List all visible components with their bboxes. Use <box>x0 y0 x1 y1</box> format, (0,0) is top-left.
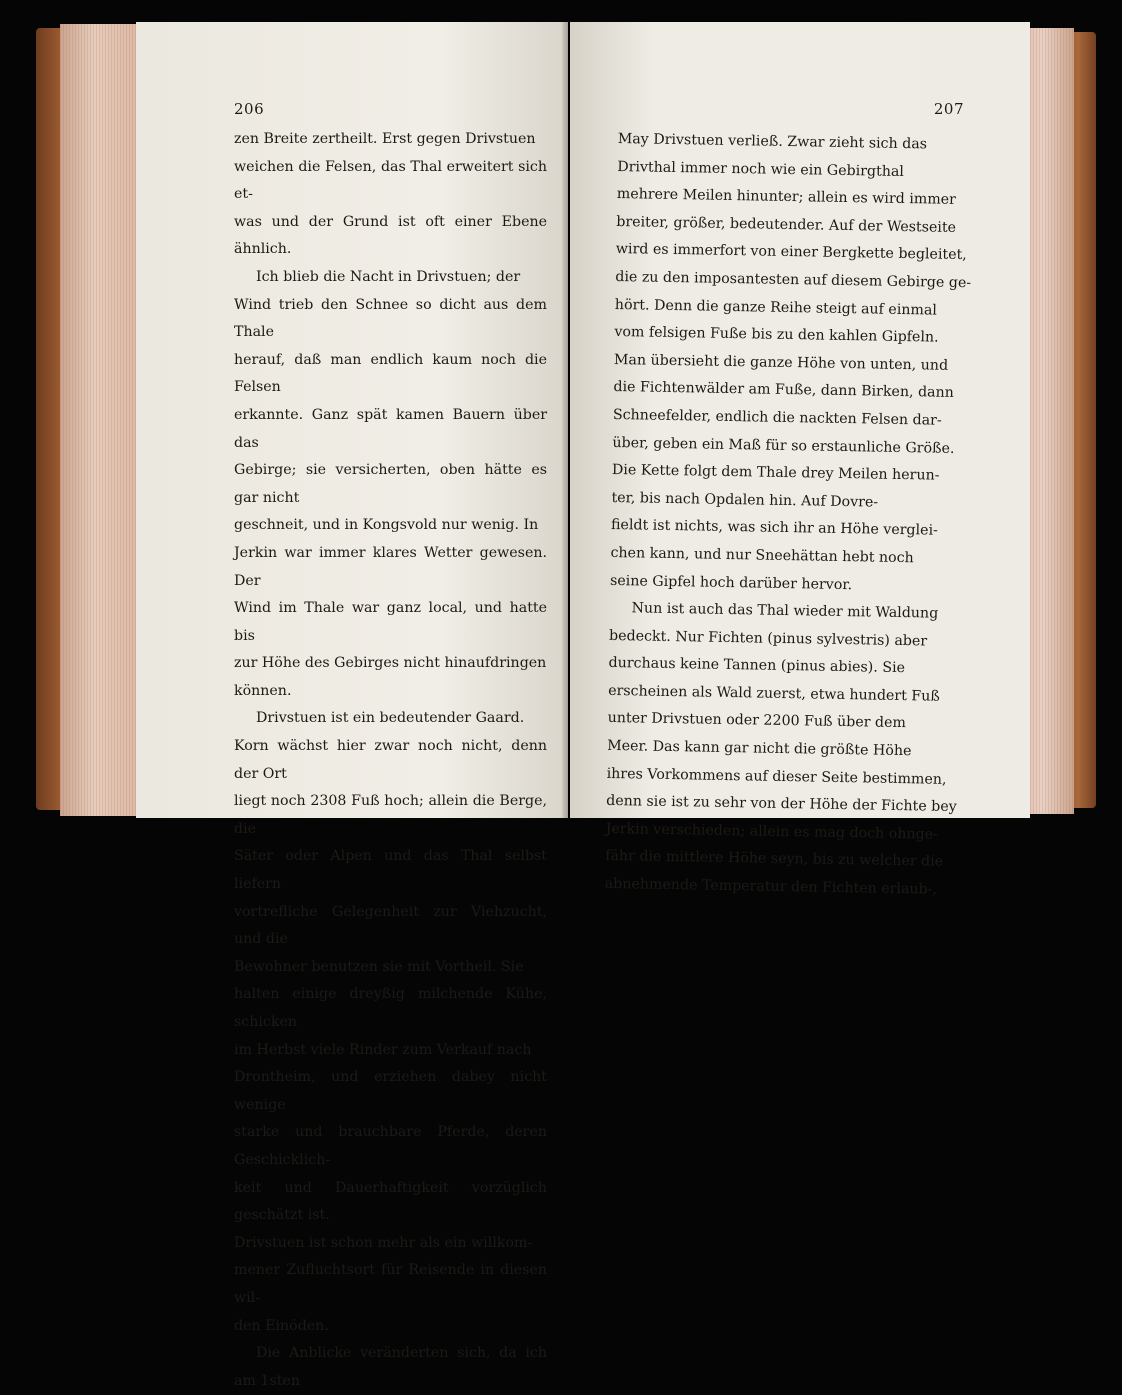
text-line: abnehmende Temperatur den Fichten erlaub-, <box>604 875 938 898</box>
page-text <box>234 126 547 1395</box>
text-line: chen kann, und nur Sneehättan hebt noch <box>610 544 914 567</box>
text-line: Nun ist auch das Thal wieder mit Waldung <box>631 600 939 622</box>
text-line: seine Gipfel hoch darüber hervor. <box>609 572 853 593</box>
page-edges-left <box>60 24 144 816</box>
text-line: Gebirge; sie versicherten, oben hätte es gar nicht <box>234 462 547 506</box>
text-line: Wind im Thale war ganz local, und hatte bis <box>234 600 547 644</box>
text-line: über, geben ein Maß für so erstaunliche Größe. <box>612 434 955 457</box>
text-line: Ich blieb die Nacht in Drivstuen; der <box>256 268 521 285</box>
page-text <box>605 126 975 905</box>
text-line: wird es immerfort von einer Bergkette begleitet, <box>615 241 967 264</box>
text-line: mehrere Meilen hinunter; allein es wird immer <box>616 186 957 209</box>
text-line: durchaus keine Tannen (pinus abies). Sie <box>608 655 906 677</box>
text-line: Jerkin verschieden; allein es mag doch ohnge- <box>605 820 938 843</box>
text-line: mener Zufluchtsort für Reisende in diesen wil- <box>234 1262 547 1306</box>
text-line: ihres Vorkommens auf dieser Seite bestimmen, <box>606 765 947 788</box>
text-line: vortrefliche Gelegenheit zur Viehzucht, und die <box>234 903 547 948</box>
open-book <box>36 22 1096 1389</box>
text-line: keit und Dauerhaftigkeit vorzüglich geschätzt ist. <box>234 1179 547 1224</box>
text-line: Drivstuen ist ein bedeutender Gaard. <box>256 710 525 727</box>
text-line: im Herbst viele Rinder zum Verkauf nach <box>234 1041 532 1058</box>
text-line: fähr die mittlere Höhe seyn, bis zu welcher die <box>605 848 944 871</box>
right-page <box>570 22 1030 898</box>
text-line: was und der Grund ist oft einer Ebene ähnlich. <box>234 213 547 258</box>
text-line: hört. Denn die ganze Reihe steigt auf einmal <box>614 296 938 319</box>
text-line: vom felsigen Fuße bis zu den kahlen Gipfeln. <box>614 324 939 346</box>
text-line: Bewohner benutzen sie mit Vortheil. Sie <box>234 958 524 975</box>
text-line: zen Breite zertheilt. Erst gegen Drivstuen <box>234 131 536 147</box>
page-number: 207 <box>933 100 964 118</box>
text-line: Schneefelder, endlich die nackten Felsen dar- <box>612 406 942 429</box>
text-line: ter, bis nach Opdalen hin. Auf Dovre- <box>611 489 879 511</box>
page-number: 206 <box>234 100 265 118</box>
text-line: geschneit, und in Kongsvold nur wenig. In <box>234 517 539 534</box>
text-line: Drivthal immer noch wie ein Gebirgthal <box>617 158 905 180</box>
text-line: Korn wächst hier zwar noch nicht, denn der Ort <box>234 738 547 782</box>
text-line: die Fichtenwälder am Fuße, dann Birken, dann <box>613 379 954 402</box>
text-line: Jerkin war immer klares Wetter gewesen. Der <box>234 544 547 589</box>
text-line: Man übersieht die ganze Höhe von unten, und <box>613 351 949 374</box>
text-line: Meer. Das kann gar nicht die größte Höhe <box>607 737 912 760</box>
left-page <box>136 22 568 1389</box>
text-line: May Drivstuen verließ. Zwar zieht sich das <box>617 130 928 153</box>
text-line: Drontheim, und erziehen dabey nicht wenige <box>234 1069 547 1113</box>
text-line: Wind trieb den Schnee so dicht aus dem Thale <box>234 296 547 341</box>
text-line: Die Kette folgt dem Thale drey Meilen herun- <box>611 462 940 484</box>
text-line: denn sie ist zu sehr von der Höhe der Fichte bey <box>606 793 957 816</box>
text-line: unter Drivstuen oder 2200 Fuß über dem <box>607 710 907 732</box>
text-line: können. <box>234 682 292 699</box>
text-line: den Einöden. <box>234 1317 329 1334</box>
text-line: breiter, größer, bedeutender. Auf der Westseite <box>616 213 957 236</box>
text-line: Drivstuen ist schon mehr als ein willkom- <box>234 1234 533 1251</box>
text-line: herauf, daß man endlich kaum noch die Felsen <box>234 351 547 396</box>
text-line: die zu den imposantesten auf diesem Gebirge ge- <box>615 268 972 292</box>
text-line: Säter oder Alpen und das Thal selbst liefern <box>234 848 547 893</box>
text-line: starke und brauchbare Pferde, deren Geschicklich- <box>234 1124 547 1168</box>
text-line: bedeckt. Nur Fichten (pinus sylvestris) aber <box>608 627 928 650</box>
text-line: halten einige dreyßig milchende Kühe, schicken <box>234 986 547 1030</box>
text-line: zur Höhe des Gebirges nicht hinaufdringen <box>234 655 547 672</box>
text-line: weichen die Felsen, das Thal erweitert sich et- <box>234 158 547 203</box>
text-line: Die Anblicke veränderten sich, da ich am 1sten <box>234 1345 547 1389</box>
text-line: fieldt ist nichts, was sich ihr an Höhe verglei- <box>610 517 938 539</box>
text-line: erscheinen als Wald zuerst, etwa hundert Fuß <box>608 682 940 705</box>
text-line: liegt noch 2308 Fuß hoch; allein die Berge, die <box>234 793 547 837</box>
text-line: erkannte. Ganz spät kamen Bauern über das <box>234 406 547 451</box>
